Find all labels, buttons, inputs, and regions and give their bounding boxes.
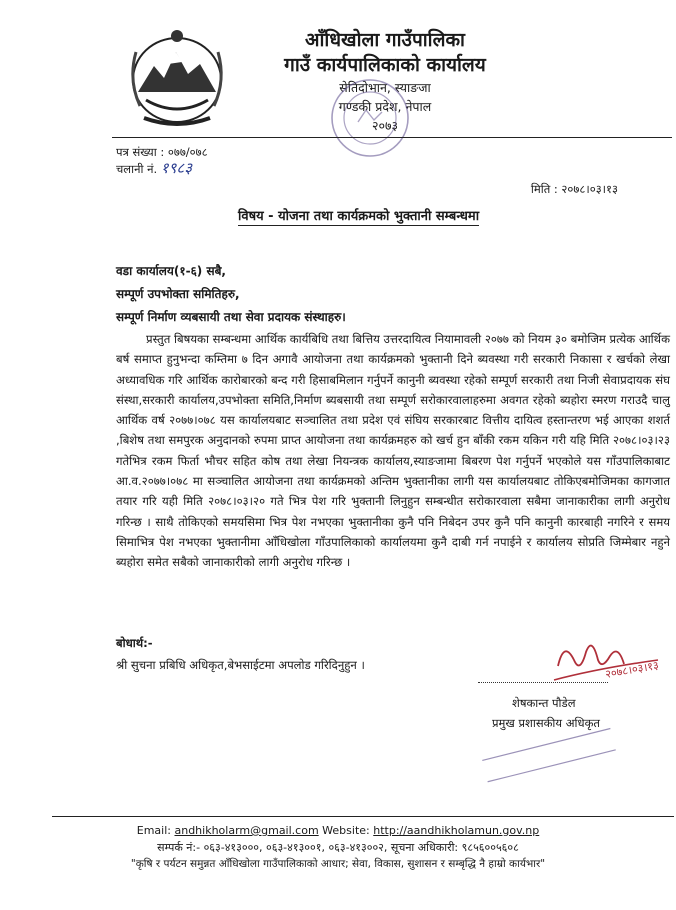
name-stamp bbox=[474, 716, 624, 786]
footer-phone: सम्पर्क नं:- ०६३-४१३०००, ०६३-४१३००१, ०६३-४१३००२, सूचना अधिकारी: ९८५६००५६०८ bbox=[157, 841, 519, 854]
footer-contact-web bbox=[0, 822, 676, 839]
email-link[interactable]: andhikholarm@gmail.com bbox=[174, 824, 319, 837]
footer-divider bbox=[52, 816, 674, 817]
province-country: गण्डकी प्रदेश, नेपाल bbox=[338, 99, 432, 114]
footer-motto: "कृषि र पर्यटन समुन्नत आँधिखोला गाउँपालिकाको आधार; सेवा, विकास, सुशासन र सम्बृद्धि नै हाम्रो कार्यभार" bbox=[130, 858, 546, 870]
header-divider bbox=[112, 137, 672, 138]
signature-line bbox=[478, 682, 608, 683]
email-label: Email: bbox=[136, 824, 171, 837]
body-paragraph: प्रस्तुत बिषयका सम्बन्धमा आर्थिक कार्यबिधि तथा बित्तिय उत्तरदायित्व नियामावली २०७७ को नियम ३० बमोजिम प्रत्येक आर्थिक बर्ष समाप्त हुनुभन्दा कम्तिमा ७ दिन अगावै आयोजना तथा कार्यक्रमको भुक्तानी दिने ब्यवस्था गरी सरकारी निकासा र खर्चको लेखा अध्यावधिक गरि आर्थिक कारोबारको बन्द गरी हिसाबमिलान गर्नुपर्ने कानुनी ब्यवस्था रहेको सम्पूर्ण सरकारी तथा निजी सेवाप्रदायक संघ संस्था,सरकारी कार्यालय,उपभोक्ता समिति,निर्माण ब्यबसायी तथा सम्पूर्ण सरोकारवालाहरुमा अवगत रहेको ब्यहोरा स्मरण गराउदै चालु आर्थिक वर्ष २०७७।०७८ यस कार्यालयबाट सञ्चालित तथा प्रदेश एवं संघिय सरकारबाट वित्तीय दायित्व हस्तान्तरण भई आएका शशर्त ,बिशेष तथा समपुरक अनुदानको रुपमा प्राप्त आयोजना तथा कार्यक्रमहरु को खर्च हुन बाँकी रकम यकिन गरी यहि मिति २०७८।०३।२३ गतेभित्र रकम फिर्ता भौचर सहित कोष तथा लेखा नियन्त्रक कार्यालय,स्याङजामा बिबरण पेश गर्नुपर्ने भएकोले यस गाँउपालिकाबाट आ.व.२०७७।०७८ मा सञ्चालित आयोजना तथा कार्यक्रमको अन्तिम भुक्तानीका लागी यस कार्यालयबाट तोकिएबमोजिमका कागजात तयार गरि यही मिति २०७८।०३।२० गते भित्र पेश गरि भुक्तानी लिनुहुन सम्बन्धीत सरोकारवाला सबैमा जानाकारीका लागी अनुरोध गरिन्छ । साथै तोकिएको समयसिमा भित्र पेश नभएका भुक्तानीका कुनै पनि निबेदन उपर कुनै पनि कानुनी कारबाही नगरिने र समय सिमाभित्र पेश नभएका भुक्तानीमा आँधिखोला गाँउपालिकाको कार्यालयमा कुनै दाबी गर्न नपाईने र कार्यालय सोप्रति जिम्मेबार नहुने ब्यहोरा समेत सबैको जानाकारीको लागी अनुरोध गरिन्छ । bbox=[116, 332, 670, 570]
established-year: २०७३ bbox=[371, 118, 398, 133]
addressee-line: सम्पूर्ण निर्माण व्यबसायी तथा सेवा प्रदायक संस्थाहरु। bbox=[116, 310, 346, 324]
website-label: Website: bbox=[322, 824, 370, 837]
dispatch-number-label: चलानी नं. bbox=[116, 162, 158, 176]
office-seal-stamp bbox=[328, 76, 412, 160]
office-location: सेतिदोभान, स्याङजा bbox=[339, 80, 431, 95]
website-link[interactable]: http://aandhikholamun.gov.np bbox=[373, 824, 540, 837]
addressee-line: सम्पूर्ण उपभोक्ता समितिहरु, bbox=[116, 287, 240, 301]
letter-number: पत्र संख्या : ०७७/०७८ bbox=[116, 145, 208, 159]
office-name: गाउँ कार्यपालिकाको कार्यालय bbox=[284, 54, 486, 76]
dispatch-number-value: १९८३ bbox=[160, 159, 192, 177]
signature-date: २०७८।०३।१३ bbox=[604, 658, 660, 681]
handwritten-signature bbox=[540, 630, 670, 700]
cc-recipient: श्री सुचना प्रबिधि अधिकृत,बेभसाईटमा अपलोड गरिदिनुहुन । bbox=[116, 658, 365, 672]
reference-block bbox=[116, 144, 208, 177]
addressee-block bbox=[116, 260, 346, 329]
subject-text: विषय - योजना तथा कार्यक्रमको भुक्तानी सम्बन्धमा bbox=[238, 209, 480, 224]
signer-title: प्रमुख प्रशासकीय अधिकृत bbox=[492, 716, 600, 730]
signer-name: शेषकान्त पौडेल bbox=[512, 696, 576, 710]
addressee-line: वडा कार्यालय(१-६) सबै, bbox=[116, 264, 226, 278]
municipality-name: आँधिखोला गाउँपालिका bbox=[305, 29, 465, 51]
nepal-emblem-icon bbox=[116, 22, 238, 134]
subject-line bbox=[238, 208, 479, 226]
letter-date: मिति : २०७८।०३।१३ bbox=[530, 182, 618, 196]
dispatch-number-row bbox=[116, 160, 208, 177]
footer bbox=[0, 822, 676, 873]
cc-heading: बोधार्थ:- bbox=[116, 636, 153, 650]
